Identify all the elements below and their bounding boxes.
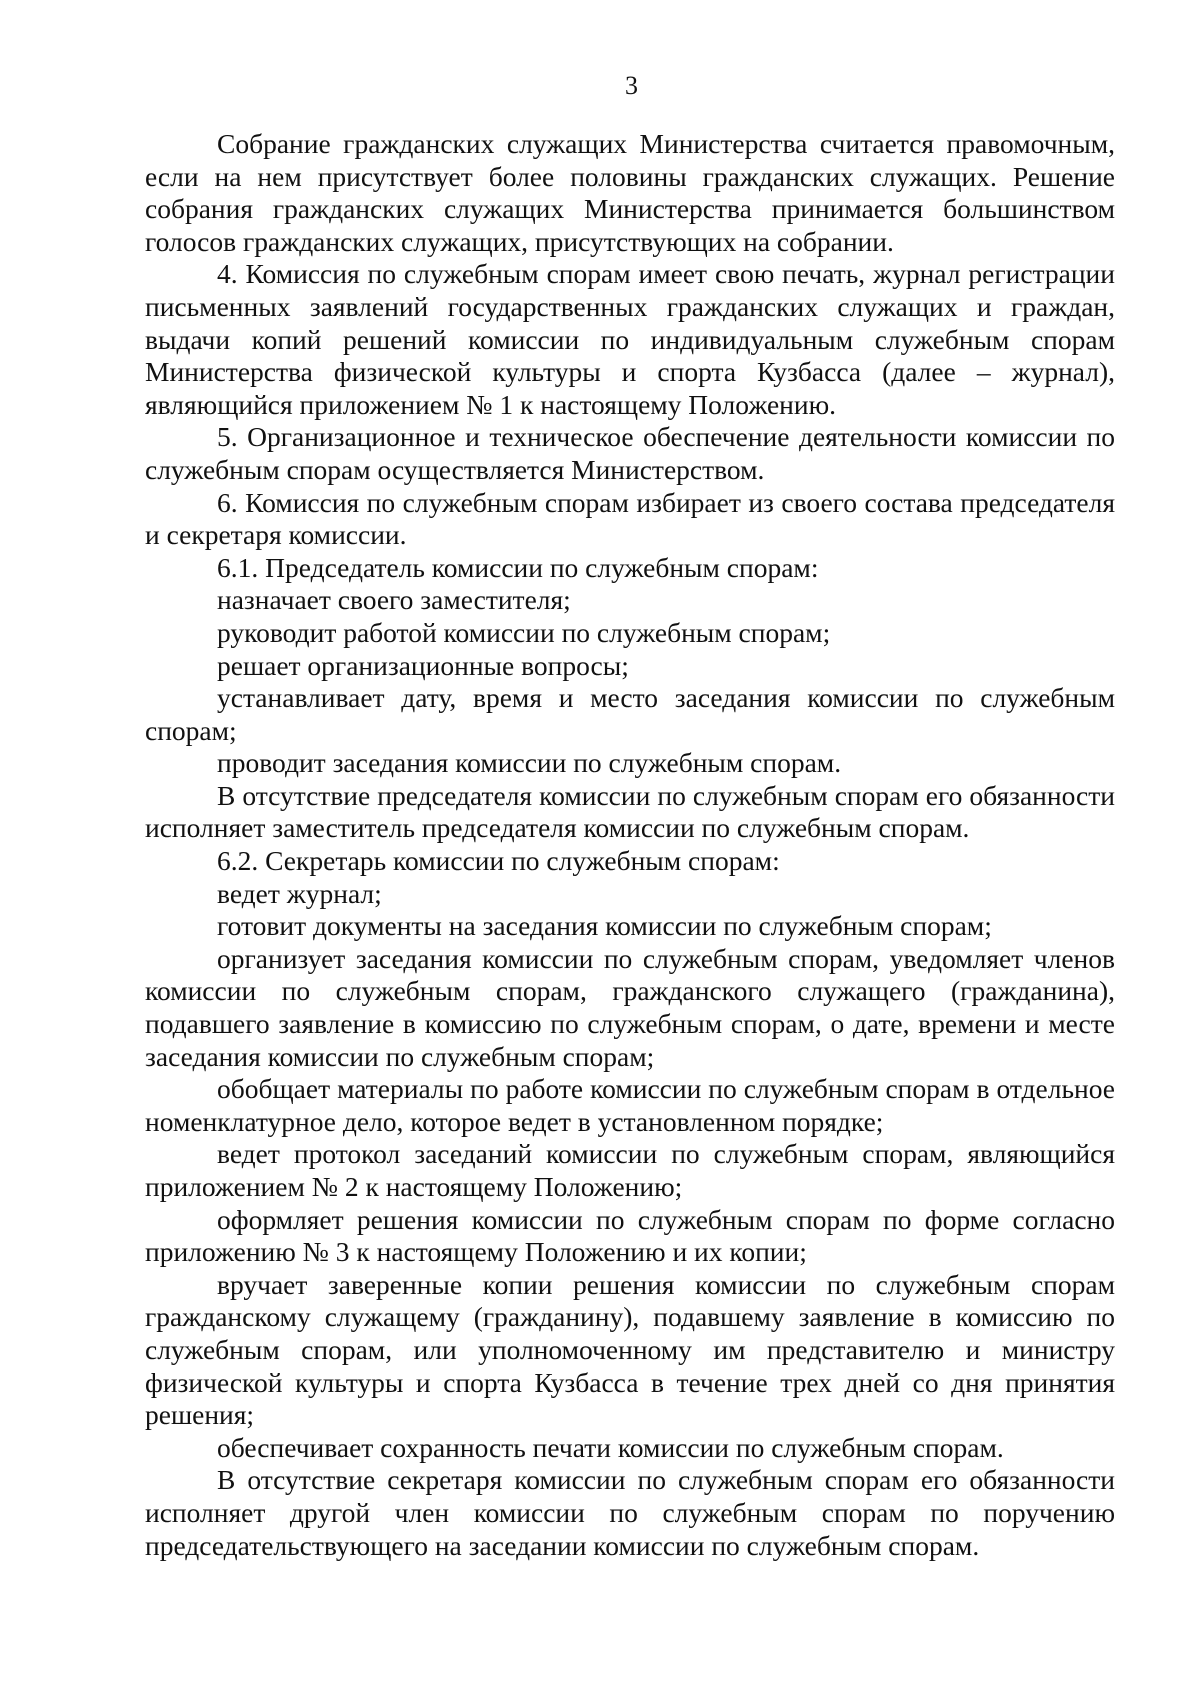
paragraph: 6.2. Секретарь комиссии по служебным спорам: — [217, 845, 780, 877]
paragraph: устанавливает дату, время и место заседания комиссии по служебным спорам; — [145, 682, 1115, 746]
paragraph: готовит документы на заседания комиссии по служебным спорам; — [217, 910, 992, 942]
paragraph: вручает заверенные копии решения комиссии по служебным спорам гражданскому служащему (гражданину), подавшему заявление в комиссию по служебным спорам, или уполномоченному им представителю и министру физической культуры и спорта Кузбасса в течение трех дней со дня принятия решения; — [145, 1268, 1115, 1431]
paragraph: проводит заседания комиссии по служебным спорам. — [217, 747, 842, 779]
paragraph: ведет протокол заседаний комиссии по служебным спорам, являющийся приложением № 2 к настоящему Положению; — [145, 1138, 1115, 1202]
paragraph: Собрание гражданских служащих Министерства считается правомочным, если на нем присутствует более половины гражданских служащих. Решение собрания гражданских служащих Министерства принимается большинством голосов гражданских служащих, присутствующих на собрании. — [145, 128, 1115, 257]
paragraph: оформляет решения комиссии по служебным спорам по форме согласно приложению № 3 к настоящему Положению и их копии; — [145, 1203, 1115, 1268]
paragraph: обеспечивает сохранность печати комиссии по служебным спорам. — [217, 1431, 1004, 1463]
paragraph: В отсутствие секретаря комиссии по служебным спорам его обязанности исполняет другой член комиссии по служебным спорам по поручению председательствующего на заседании комиссии по служебным спорам. — [145, 1464, 1115, 1561]
paragraph: В отсутствие председателя комиссии по служебным спорам его обязанности исполняет заместитель председателя комиссии по служебным спорам. — [145, 779, 1115, 844]
paragraph: назначает своего заместителя; — [217, 584, 571, 616]
paragraph: 5. Организационное и техническое обеспечение деятельности комиссии по служебным спорам осуществляется Министерством. — [145, 421, 1115, 485]
paragraph: организует заседания комиссии по служебным спорам, уведомляет членов комиссии по служебным спорам, гражданского служащего (гражданина), подавшего заявление в комиссию по служебным спорам, о дате, времени и месте заседания комиссии по служебным спорам; — [145, 942, 1115, 1072]
paragraph: 6.1. Председатель комиссии по служебным спорам: — [217, 551, 819, 583]
paragraph: руководит работой комиссии по служебным спорам; — [217, 616, 831, 648]
paragraph: 6. Комиссия по служебным спорам избирает из своего состава председателя и секретаря комиссии. — [145, 486, 1115, 551]
paragraph: решает организационные вопросы; — [217, 649, 629, 681]
paragraph: 4. Комиссия по служебным спорам имеет свою печать, журнал регистрации письменных заявлений государственных гражданских служащих и граждан, выдачи копий решений комиссии по индивидуальным служебным спорам Министерства физической культуры и спорта Кузбасса (далее – журнал), являющийся приложением № 1 к настоящему Положению. — [145, 258, 1115, 420]
page-number: 3 — [625, 71, 638, 100]
paragraph: обобщает материалы по работе комиссии по служебным спорам в отдельное номенклатурное дело, которое ведет в установленном порядке; — [145, 1073, 1115, 1137]
paragraph: ведет журнал; — [217, 877, 382, 909]
document-body — [145, 128, 1115, 1562]
